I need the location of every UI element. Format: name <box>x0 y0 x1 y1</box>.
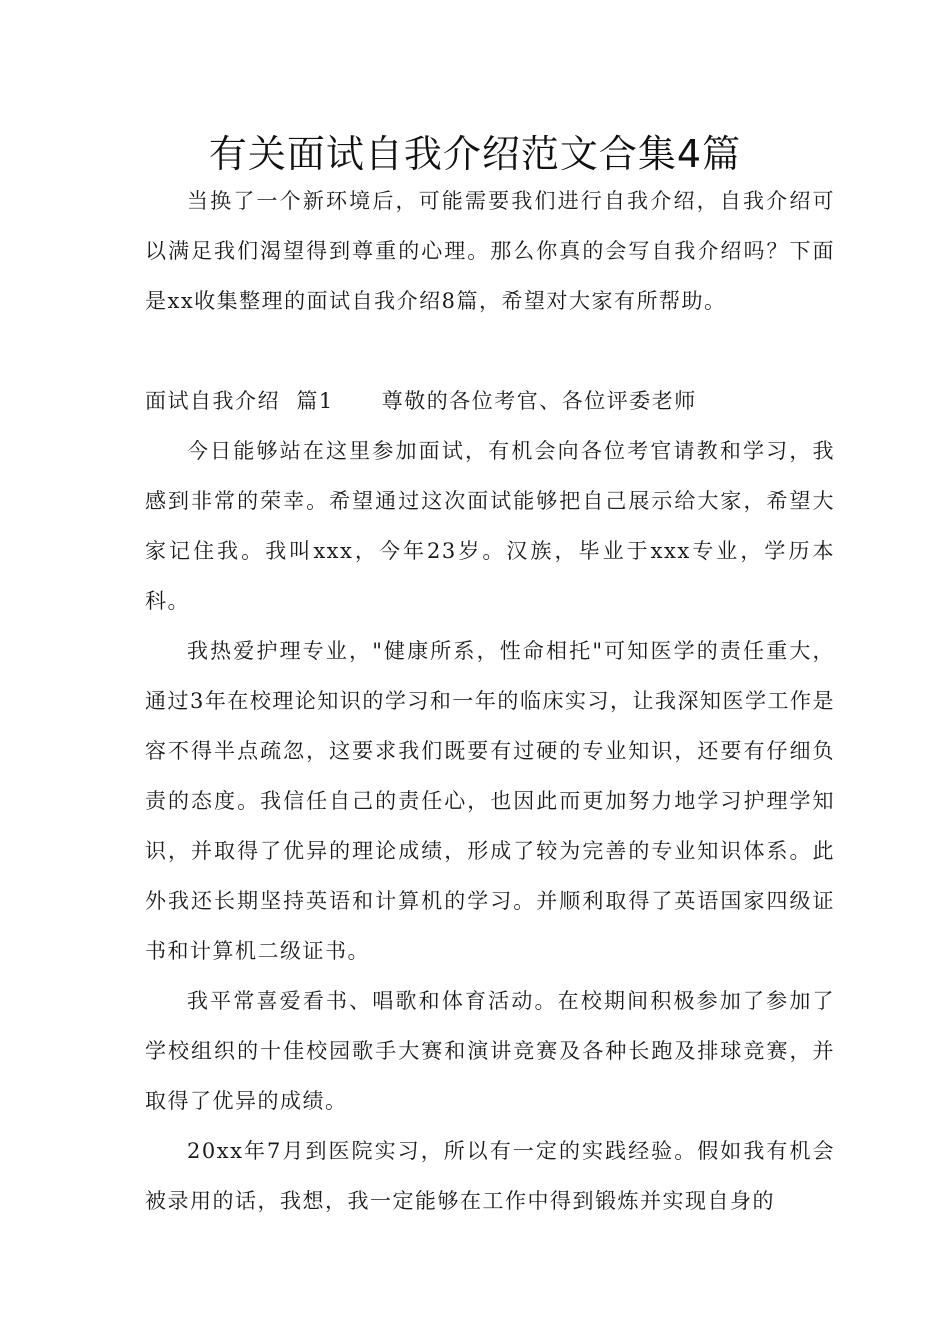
body-paragraph: 20xx年7月到医院实习，所以有一定的实践经验。假如我有机会被录用的话，我想，我一定能够在工作中得到锻炼并实现自身的 <box>145 1139 835 1213</box>
body-paragraph: 今日能够站在这里参加面试，有机会向各位考官请教和学习，我感到非常的荣幸。希望通过这次面试能够把自己展示给大家，希望大家记住我。我叫xxx，今年23岁。汉族，毕业于xxx专业，学历本科。 <box>145 439 835 613</box>
intro-paragraph: 当换了一个新环境后，可能需要我们进行自我介绍，自我介绍可以满足我们渴望得到尊重的心理。那么你真的会写自我介绍吗？下面是xx收集整理的面试自我介绍8篇，希望对大家有所帮助。 <box>145 189 835 313</box>
body-paragraph: 我平常喜爱看书、唱歌和体育活动。在校期间积极参加了参加了学校组织的十佳校园歌手大赛和演讲竞赛及各种长跑及排球竞赛，并取得了优异的成绩。 <box>145 989 835 1113</box>
document-body <box>145 176 835 1226</box>
paragraph-spacer <box>145 326 835 376</box>
body-paragraph: 我热爱护理专业，"健康所系，性命相托"可知医学的责任重大，通过3年在校理论知识的学习和一年的临床实习，让我深知医学工作是容不得半点疏忽，这要求我们既要有过硬的专业知识，还要有仔细负责的态度。我信任自己的责任心，也因此而更加努力地学习护理学知识，并取得了优异的理论成绩，形成了较为完善的专业知识体系。此外我还长期坚持英语和计算机的学习。并顺利取得了英语国家四级证书和计算机二级证书。 <box>145 639 835 963</box>
document-title: 有关面试自我介绍范文合集4篇 <box>208 132 742 176</box>
section-heading: 面试自我介绍 篇1 <box>145 389 334 413</box>
section-greeting: 尊敬的各位考官、各位评委老师 <box>381 389 697 413</box>
section-heading-line <box>145 376 835 426</box>
